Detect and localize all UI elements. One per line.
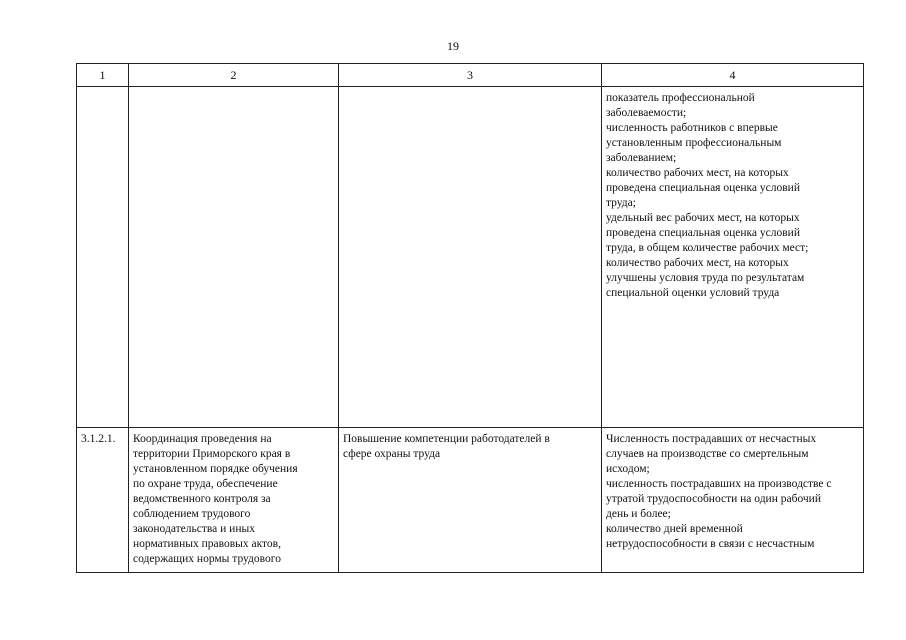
indicator-line: количество дней временной (606, 523, 743, 535)
column-header-1: 1 (77, 64, 129, 87)
indicators-cell (602, 428, 864, 573)
measure-line: нормативных правовых актов, (133, 538, 281, 550)
indicator-line: установленным профессиональным (606, 137, 782, 149)
indicator-line: показатель профессиональной (606, 92, 755, 104)
measure-line: содержащих нормы трудового (133, 553, 281, 565)
result-cell (339, 428, 602, 573)
indicator-line: труда; (606, 197, 636, 209)
row-number-cell: 3.1.2.1. (77, 428, 129, 573)
result-cell (339, 87, 602, 428)
indicator-line: случаев на производстве со смертельным (606, 448, 809, 460)
indicator-line: количество рабочих мест, на которых (606, 167, 789, 179)
indicator-line: нетрудоспособности в связи с несчастным (606, 538, 815, 550)
indicator-line: Численность пострадавших от несчастных (606, 433, 817, 445)
measure-line: соблюдением трудового (133, 508, 251, 520)
measure-line: законодательства и иных (133, 523, 255, 535)
result-line: сфере охраны труда (343, 448, 441, 460)
indicator-line: заболеванием; (606, 152, 677, 164)
measure-line: территории Приморского края в (133, 448, 291, 460)
measure-line: Координация проведения на (133, 433, 272, 445)
row-number-cell (77, 87, 129, 428)
indicator-line: исходом; (606, 463, 650, 475)
header-row (77, 64, 864, 87)
measure-cell (129, 428, 339, 573)
indicator-line: утратой трудоспособности на один рабочий (606, 493, 821, 505)
indicator-line: количество рабочих мест, на которых (606, 257, 789, 269)
measure-line: ведомственного контроля за (133, 493, 271, 505)
column-header-4: 4 (602, 64, 864, 87)
indicator-line: удельный вес рабочих мест, на которых (606, 212, 800, 224)
column-header-3: 3 (339, 64, 602, 87)
measure-line: установленном порядке обучения (133, 463, 298, 475)
indicator-line: численность работников с впервые (606, 122, 778, 134)
column-header-2: 2 (129, 64, 339, 87)
indicator-line: специальной оценки условий труда (606, 287, 780, 299)
indicator-line: заболеваемости; (606, 107, 687, 119)
indicator-line: численность пострадавших на производстве с (606, 478, 832, 490)
indicator-line: проведена специальная оценка условий (606, 182, 800, 194)
measure-line: по охране труда, обеспечение (133, 478, 278, 490)
result-line: Повышение компетенции работодателей в (343, 433, 550, 445)
measure-cell (129, 87, 339, 428)
indicator-line: проведена специальная оценка условий (606, 227, 800, 239)
indicators-cell (602, 87, 864, 428)
page-number: 19 (447, 39, 459, 53)
indicator-line: труда, в общем количестве рабочих мест; (606, 242, 809, 254)
table-row (77, 87, 864, 428)
indicator-line: улучшены условия труда по результатам (606, 272, 805, 284)
indicator-line: день и более; (606, 508, 671, 520)
table-row (77, 428, 864, 573)
program-table (76, 63, 864, 573)
